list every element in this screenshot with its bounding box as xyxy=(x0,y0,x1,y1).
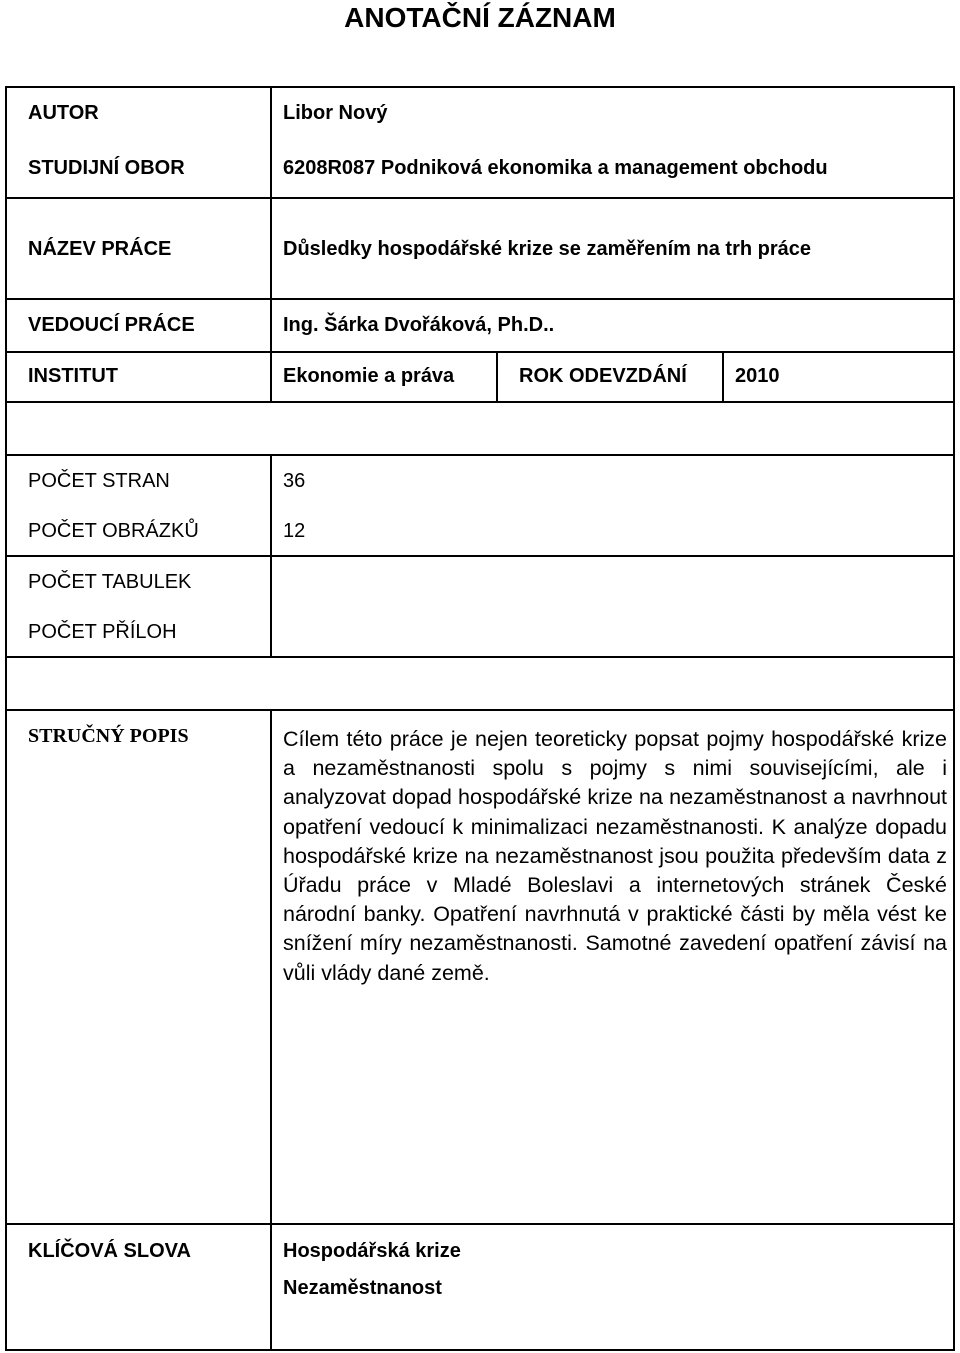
table-count-label: POČET TABULEK xyxy=(28,571,192,593)
page-count-label: POČET STRAN xyxy=(28,470,170,492)
author-value: Libor Nový xyxy=(283,102,388,124)
study-field-value: 6208R087 Podniková ekonomika a management obchodu xyxy=(283,157,828,179)
column-divider xyxy=(270,711,272,1223)
column-divider xyxy=(270,1225,272,1349)
institute-label: INSTITUT xyxy=(28,365,118,387)
figure-count-value: 12 xyxy=(283,520,306,542)
description-text: Cílem této práce je nejen teoreticky popsat pojmy hospodářské krize a nezaměstnanosti spolu s pojmy s nimi souvisejícími, ale i analyzovat dopad hospodářské krize na nezaměstnanost a navrhnout opatření vedoucí k minimalizaci nezaměstnanosti. K analýze dopadu hospodářské krize na nezaměstnanost jsou použita především data z Úřadu práce v Mladé Boleslavi a internetových stránek České národní banky. Opatření navrhnutá v praktické části by měla vést ke snížení míry nezaměstnanosti. Samotné zavedení opatření závisí na vůli vlády dané země. xyxy=(283,727,947,985)
keywords-block xyxy=(5,1223,955,1351)
thesis-title-value: Důsledky hospodářské krize se zaměřením na trh práce xyxy=(283,238,811,260)
page-count-value: 36 xyxy=(283,470,306,492)
column-divider xyxy=(270,88,272,197)
keyword-item: Nezaměstnanost xyxy=(283,1277,442,1299)
counts-block xyxy=(5,454,955,658)
page-title: ANOTAČNÍ ZÁZNAM xyxy=(344,2,616,33)
spacer-block xyxy=(5,401,955,456)
thesis-title-label: NÁZEV PRÁCE xyxy=(28,238,172,260)
column-divider xyxy=(270,199,272,298)
supervisor-block xyxy=(5,298,955,403)
author-label: AUTOR xyxy=(28,102,99,124)
supervisor-label: VEDOUCÍ PRÁCE xyxy=(28,314,195,336)
keywords-label: KLÍČOVÁ SLOVA xyxy=(28,1240,191,1262)
study-field-label: STUDIJNÍ OBOR xyxy=(28,157,185,179)
submission-year-value: 2010 xyxy=(735,365,780,387)
column-divider xyxy=(496,351,498,401)
appendix-count-label: POČET PŘÍLOH xyxy=(28,621,177,643)
institute-value: Ekonomie a práva xyxy=(283,365,455,387)
author-block xyxy=(5,86,955,199)
keyword-item: Hospodářská krize xyxy=(283,1240,461,1262)
row-divider xyxy=(7,555,953,557)
spacer-block xyxy=(5,656,955,711)
supervisor-value: Ing. Šárka Dvořáková, Ph.D.. xyxy=(283,314,555,336)
figure-count-label: POČET OBRÁZKŮ xyxy=(28,520,199,542)
column-divider xyxy=(722,351,724,401)
row-divider xyxy=(7,351,953,353)
thesis-title-block xyxy=(5,197,955,300)
description-label: STRUČNÝ POPIS xyxy=(28,725,189,747)
submission-year-label: ROK ODEVZDÁNÍ xyxy=(519,365,687,387)
description-block xyxy=(5,709,955,1225)
